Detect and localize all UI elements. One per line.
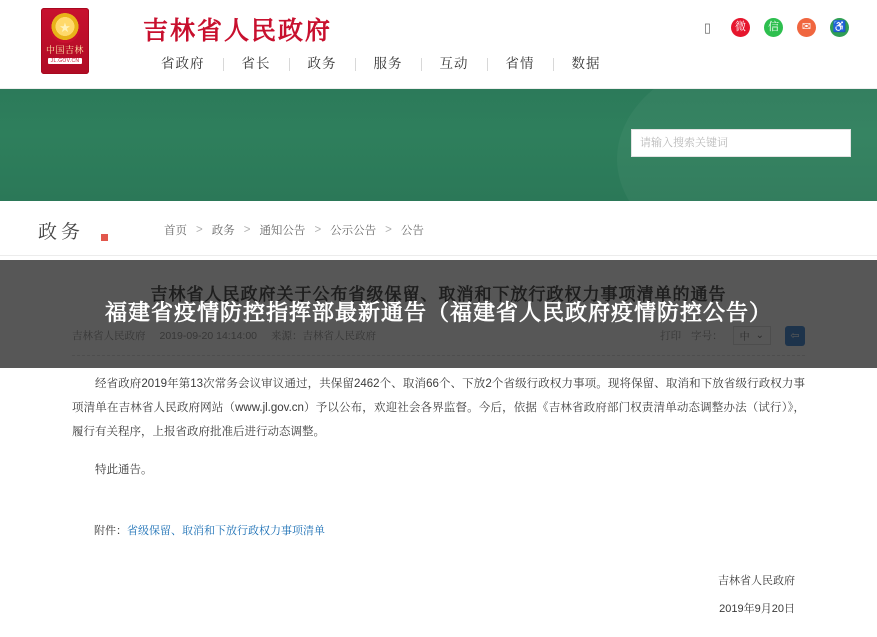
breadcrumb-bar xyxy=(0,201,877,256)
breadcrumb-item-notices[interactable]: 通知公告 xyxy=(259,225,306,237)
nav-item-affairs[interactable]: 政务 xyxy=(307,56,337,71)
breadcrumb-item-affairs[interactable]: 政务 xyxy=(211,225,235,237)
article-body xyxy=(72,372,805,483)
mobile-icon[interactable]: ▯ xyxy=(698,18,717,37)
nav-item-provincial-gov[interactable]: 省政府 xyxy=(161,56,205,71)
site-header xyxy=(0,0,877,89)
breadcrumb-item-home[interactable]: 首页 xyxy=(164,225,187,237)
emblem-star-icon xyxy=(50,13,80,43)
overlay-caption-text: 福建省疫情防控指挥部最新通告（福建省人民政府疫情防控公告） xyxy=(104,300,772,326)
breadcrumb-separator: > xyxy=(196,224,203,236)
article-paragraph-2 xyxy=(72,458,805,482)
attachment-link[interactable]: 省级保留、取消和下放行政权力事项清单 xyxy=(127,525,325,538)
main-nav xyxy=(143,52,619,76)
mail-icon[interactable]: ✉ xyxy=(797,18,816,37)
article-signature xyxy=(72,572,805,616)
title-accent-dot xyxy=(101,234,108,241)
overlay-caption-band xyxy=(0,260,877,368)
article-paragraph-1 xyxy=(72,372,805,444)
nav-item-interaction[interactable]: 互动 xyxy=(439,56,469,71)
breadcrumb-item-announcement: 公告 xyxy=(400,225,424,237)
emblem-label: 中国吉林 xyxy=(45,45,84,55)
page-title: 政务 xyxy=(38,222,85,243)
article-attachment xyxy=(72,522,805,538)
nav-item-governor[interactable]: 省长 xyxy=(241,56,271,71)
article-paragraph-1-text: 经省政府2019年第13次常务会议审议通过，共保留2462个、取消66个、下放2个省级行政权力事项。现将保留、取消和下放省级行政权力事项清单在吉林省人民政府网站（www.jl.gov.cn）予以公布，欢迎社会各界监督。今后，依据《吉林省政府部门权责清单动态调整办法（试行）》，履行有关程序，上报省政府批准后进行动态调整。 xyxy=(72,377,805,438)
nav-item-service[interactable]: 服务 xyxy=(373,56,403,71)
breadcrumb-separator: > xyxy=(314,224,322,236)
hero-banner xyxy=(0,89,877,201)
nav-item-data[interactable]: 数据 xyxy=(571,56,601,71)
emblem-domain-label: JL.GOV.CN xyxy=(48,58,83,64)
signature-org: 吉林省人民政府 xyxy=(718,575,795,588)
search-input[interactable] xyxy=(632,130,850,156)
site-title: 吉林省人民政府 xyxy=(143,16,333,45)
breadcrumb-item-public-notices[interactable]: 公示公告 xyxy=(330,225,377,237)
nav-item-province-info[interactable]: 省情 xyxy=(505,56,535,71)
article-paragraph-2-text: 特此通告。 xyxy=(95,463,153,476)
header-icon-group xyxy=(698,18,849,37)
signature-date: 2019年9月20日 xyxy=(719,603,795,616)
breadcrumb-separator: > xyxy=(243,224,251,236)
breadcrumb-separator: > xyxy=(385,224,392,236)
search-box[interactable] xyxy=(631,129,851,157)
accessibility-icon[interactable]: ♿ xyxy=(830,18,849,37)
national-emblem-icon xyxy=(41,8,89,74)
weibo-icon[interactable]: 微 xyxy=(731,18,750,37)
wechat-icon[interactable]: 信 xyxy=(764,18,783,37)
attachment-label: 附件： xyxy=(94,525,127,538)
breadcrumb xyxy=(164,222,424,238)
